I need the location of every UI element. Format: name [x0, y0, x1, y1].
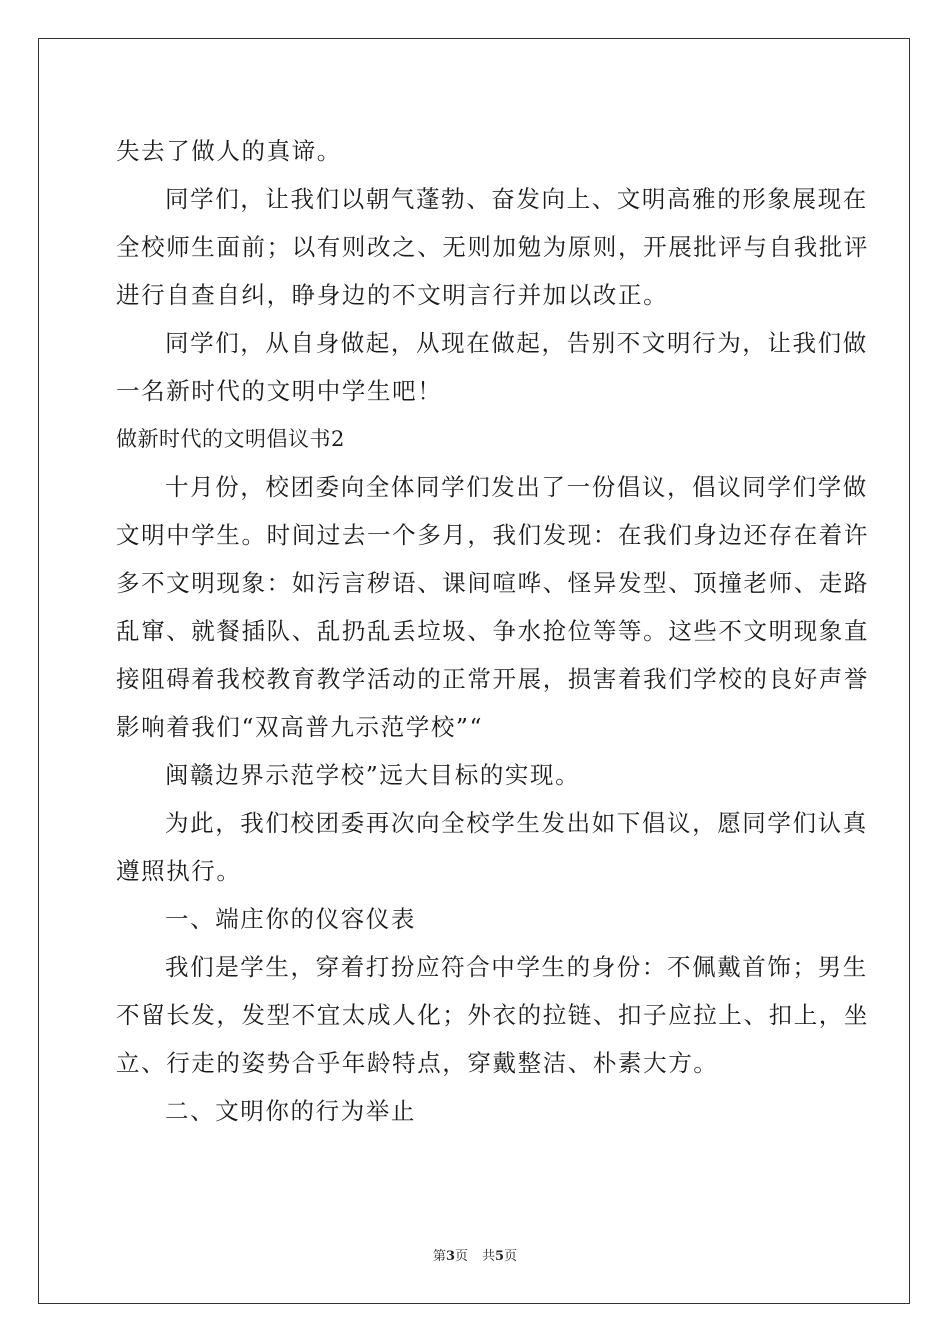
text-line: 闽赣边界示范学校”远大目标的实现。	[165, 761, 581, 789]
text-line: 影响着我们“双高普九示范学校”“	[116, 713, 484, 741]
text-line: 文明中学生。时间过去一个多月，我们发现：在我们身边还存在着许	[116, 521, 869, 549]
text-line: 我们是学生，穿着打扮应符合中学生的身份：不佩戴首饰；男生	[165, 953, 868, 981]
paragraph	[116, 175, 869, 319]
footer-page-prefix: 第	[432, 1249, 446, 1264]
text-line: 同学们，让我们以朝气蓬勃、奋发向上、文明高雅的形象展现在	[165, 185, 868, 213]
text-line: 十月份，校团委向全体同学们发出了一份倡议，倡议同学们学做	[165, 473, 868, 501]
paragraph	[116, 463, 869, 751]
paragraph	[116, 1087, 836, 1135]
text-line: 一名新时代的文明中学生吧！	[116, 377, 443, 405]
text-line: 不留长发，发型不宜太成人化；外衣的拉链、扣子应拉上、扣上，坐	[116, 1001, 869, 1029]
text-line: 乱窜、就餐插队、乱扔乱丢垃圾、争水抢位等等。这些不文明现象直	[116, 617, 869, 645]
text-line: 失去了做人的真谛。	[116, 137, 342, 165]
footer-page-suffix: 页	[454, 1249, 468, 1264]
footer-total-prefix: 共	[482, 1249, 496, 1264]
paragraph	[116, 319, 868, 415]
page-footer	[0, 1245, 950, 1264]
text-line: 进行自查自纠，睁身边的不文明言行并加以改正。	[116, 281, 669, 309]
text-line: 立、行走的姿势合乎年龄特点，穿戴整洁、朴素大方。	[116, 1049, 719, 1077]
footer-page-current: 3	[445, 1249, 455, 1264]
paragraph	[116, 895, 836, 943]
text-line: 为此，我们校团委再次向全校学生发出如下倡议，愿同学们认真	[165, 809, 868, 837]
text-line: 遵照执行。	[116, 857, 242, 885]
footer-total-suffix: 页	[504, 1249, 518, 1264]
text-line: 全校师生面前；以有则改之、无则加勉为原则，开展批评与自我批评	[116, 233, 869, 261]
section-title	[116, 415, 836, 463]
text-line: 做新时代的文明倡议书2	[116, 427, 345, 451]
paragraph	[116, 127, 836, 175]
text-line: 多不文明现象：如污言秽语、课间喧哗、怪异发型、顶撞老师、走路	[116, 569, 869, 597]
paragraph	[116, 943, 869, 1087]
text-line: 同学们，从自身做起，从现在做起，告别不文明行为，让我们做	[165, 329, 868, 357]
text-line: 二、文明你的行为举止	[165, 1097, 416, 1125]
paragraph	[116, 799, 868, 895]
document-body	[116, 127, 869, 1135]
paragraph	[116, 751, 836, 799]
text-line: 一、端庄你的仪容仪表	[165, 905, 416, 933]
footer-page-total: 5	[495, 1249, 505, 1264]
text-line: 接阻碍着我校教育教学活动的正常开展，损害着我们学校的良好声誉	[116, 665, 869, 693]
